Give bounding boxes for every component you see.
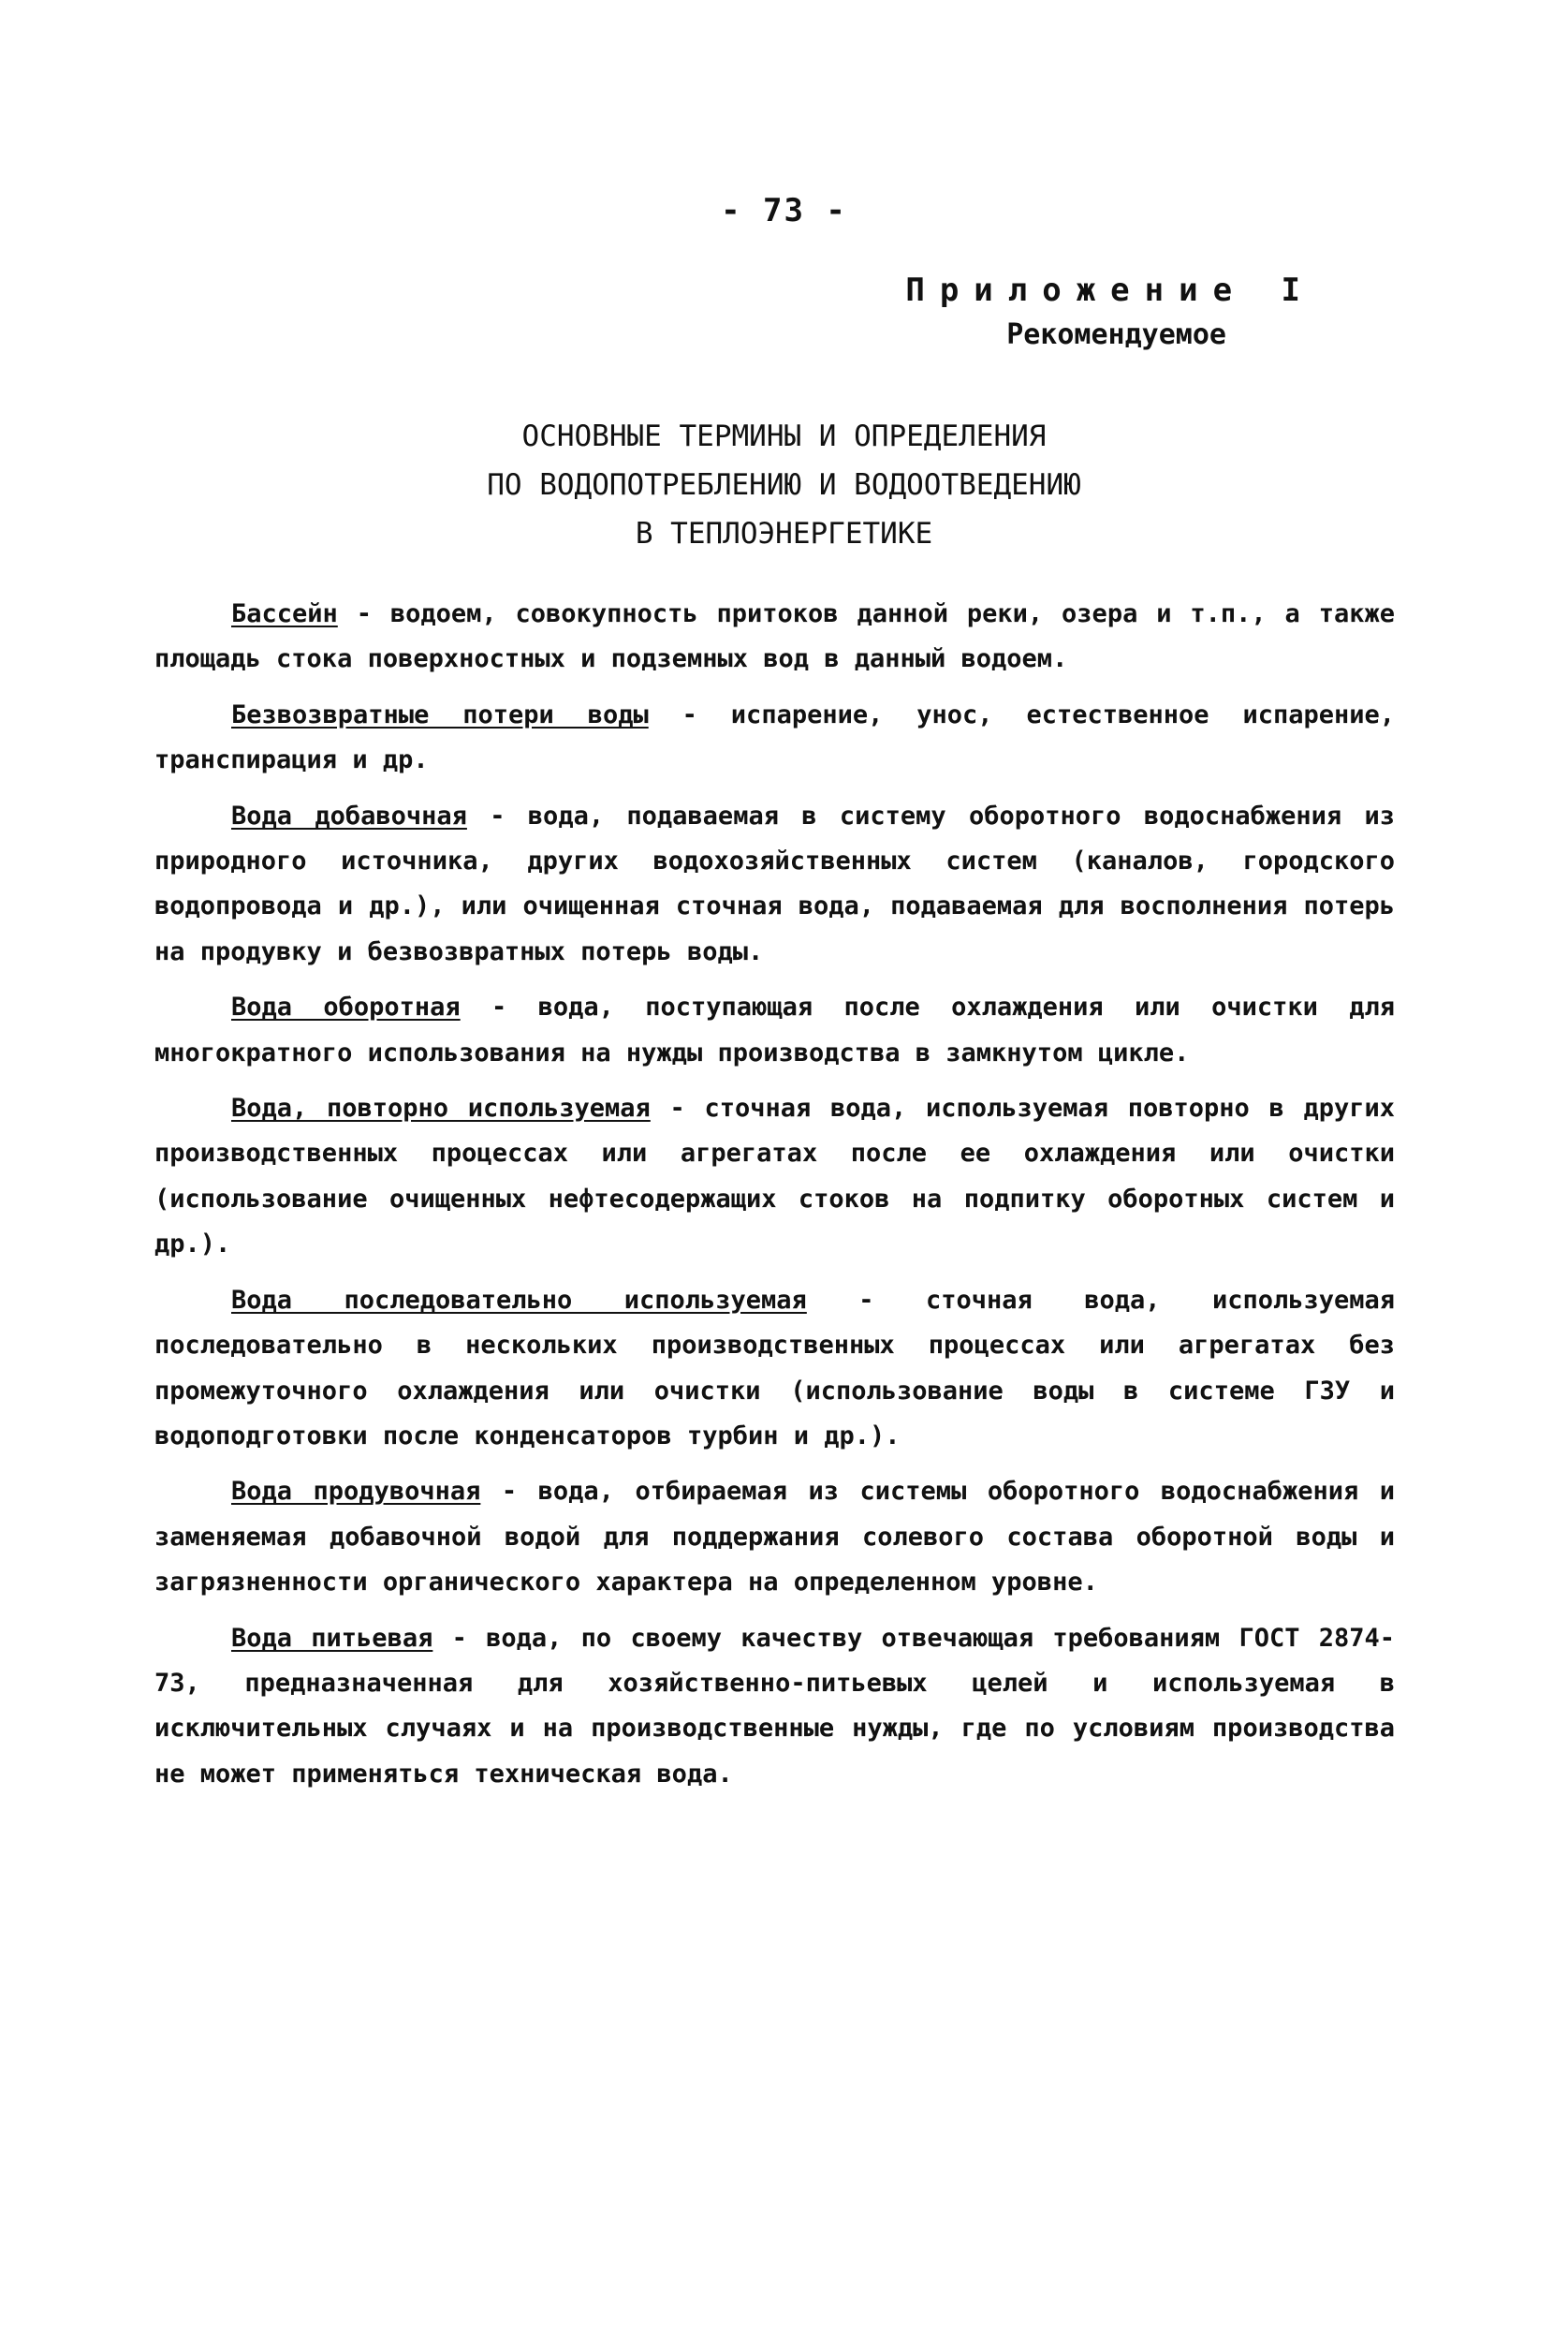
definition-term: Вода добавочная [231,801,467,831]
definition-paragraph [154,794,1395,976]
definition-term: Бассейн [231,599,338,628]
definitions-list [154,592,1395,1807]
definition-text: - вода, по своему качеству отвечающая требованиям ГОСТ 2874-73, предназначенная для хозяйственно-питьевых целей и используемая в исключительных случаях и на производственные нужды, где по условиям производства не может применяться техническая вода. [154,1623,1396,1789]
definition-paragraph [154,1278,1395,1460]
document-title [0,412,1568,558]
definition-paragraph [154,985,1395,1076]
definition-paragraph [154,1616,1395,1798]
definition-term: Вода, повторно используемая [231,1094,651,1124]
appendix-label: Приложение I [905,272,1315,309]
definition-term: Безвозвратные потери воды [231,699,649,729]
definition-term: Вода питьевая [231,1623,433,1653]
title-line-1: ОСНОВНЫЕ ТЕРМИНЫ И ОПРЕДЕЛЕНИЯ [521,420,1047,453]
definition-text: - сточная вода, используемая последовательно в нескольких производственных процессах или агрегатах без промежуточного охлаждения или очистки (использование воды в системе ГЗУ и водоподготовки после конденсаторов турбин и др.). [154,1285,1396,1450]
definition-text: - испарение, унос, естественное испарение, транспирация и др. [154,699,1396,775]
definition-text: - сточная вода, используемая повторно в других производственных процессах или агрегатах после ее охлаждения или очистки (использование очищенных нефтесодержащих стоков на подпитку оборотных систем и др.). [154,1094,1395,1259]
title-line-2: ПО ВОДОПОТРЕБЛЕНИЮ И ВОДООТВЕДЕНИЮ [487,468,1081,502]
definition-term: Вода продувочная [231,1477,481,1507]
title-line-3: В ТЕПЛОЭНЕРГЕТИКЕ [635,517,933,551]
definition-text: - вода, поступающая после охлаждения или очистки для многократного использования на нужды производства в замкнутом цикле. [154,993,1395,1067]
definition-paragraph [154,1469,1395,1605]
definition-term: Вода оборотная [231,993,461,1023]
page-number: - 73 - [721,192,847,229]
definition-text: - водоем, совокупность притоков данной реки, озера и т.п., а также площадь стока поверхностных и подземных вод в данный водоем. [154,599,1395,674]
definition-term: Вода последовательно используемая [231,1285,807,1315]
definition-paragraph [154,693,1395,784]
appendix-status: Рекомендуемое [1006,318,1226,351]
definition-text: - вода, отбираемая из системы оборотного водоснабжения и заменяемая добавочной водой для поддержания солевого состава оборотной воды и загрязненности органического характера на определенном уровне. [154,1477,1395,1597]
definition-paragraph [154,592,1395,683]
definition-text: - вода, подаваемая в систему оборотного водоснабжения из природного источника, других водохозяйственных систем (каналов, городского водопровода и др.), или очищенная сточная вода, подаваемая для восполнения потерь на продувку и безвозвратных потерь воды. [154,801,1395,966]
definition-paragraph [154,1086,1395,1268]
